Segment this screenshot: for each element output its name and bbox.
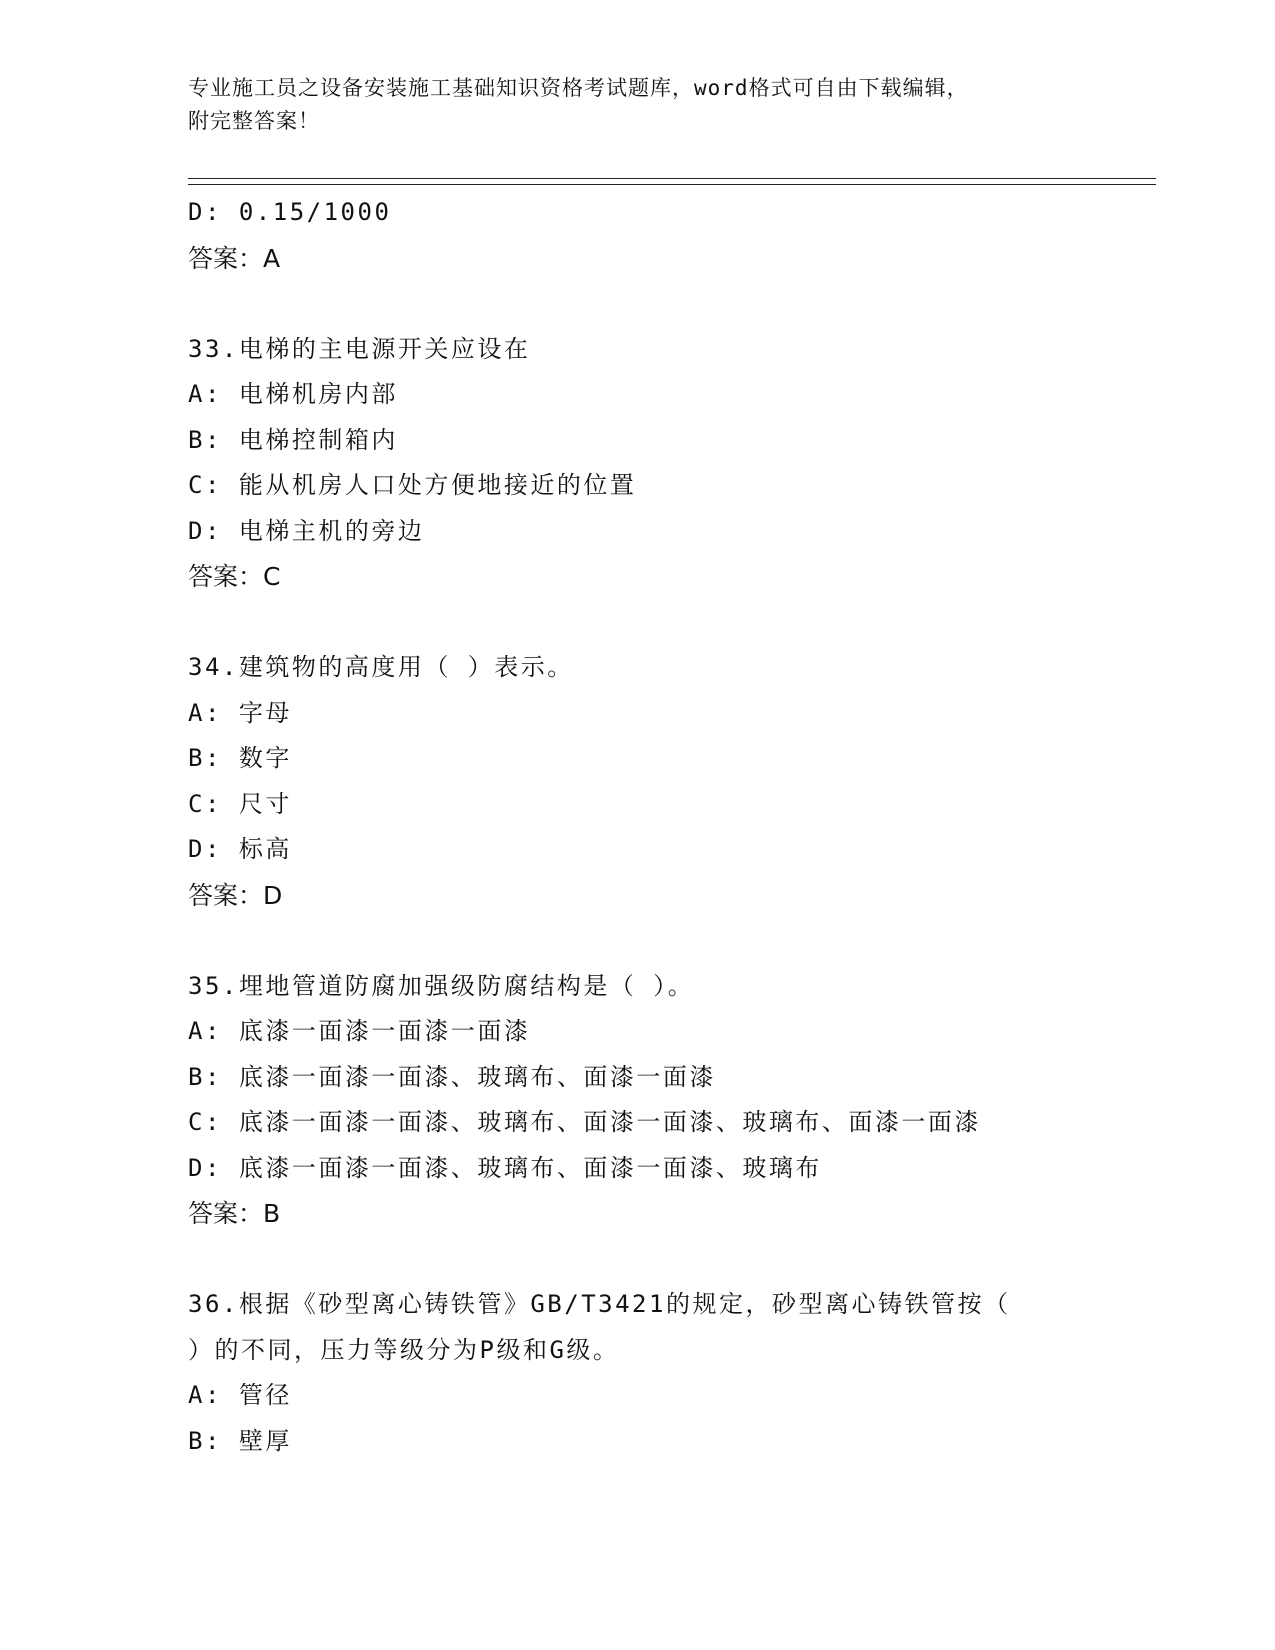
- option-a: A: 电梯机房内部: [188, 380, 398, 408]
- option-c: C: 尺寸: [188, 789, 292, 818]
- question-34: [188, 645, 1188, 918]
- question-list: [188, 190, 1188, 1464]
- header-divider-top: [188, 178, 1156, 179]
- header-divider-bottom: [188, 184, 1156, 185]
- option-b: B: 电梯控制箱内: [188, 425, 398, 454]
- answer-line: 答案：D: [188, 880, 283, 910]
- option-b: B: 数字: [188, 744, 292, 772]
- option-a: A: 字母: [188, 698, 292, 727]
- question-36: [188, 1282, 1188, 1464]
- answer-line: 答案：A: [188, 243, 281, 273]
- option-a: A: 管径: [188, 1381, 292, 1409]
- header-line-1: 专业施工员之设备安装施工基础知识资格考试题库，word格式可自由下载编辑，: [188, 76, 969, 100]
- option-b: B: 底漆一面漆一面漆、玻璃布、面漆一面漆: [188, 1062, 716, 1091]
- question-stem-line-2: ）的不同，压力等级分为P级和G级。: [188, 1335, 620, 1364]
- answer-line: 答案：C: [188, 562, 281, 591]
- question-stem: 33.电梯的主电源开关应设在: [188, 334, 531, 363]
- question-stem: 34.建筑物的高度用（ ）表示。: [188, 653, 574, 681]
- document-header: [188, 72, 1088, 138]
- option-d: D: 标高: [188, 835, 292, 863]
- header-line-2: 附完整答案！: [188, 109, 320, 133]
- option-d: D: 0.15/1000: [188, 198, 392, 226]
- question-33: [188, 327, 1188, 600]
- option-d: D: 底漆一面漆一面漆、玻璃布、面漆一面漆、玻璃布: [188, 1153, 822, 1182]
- answer-line: 答案：B: [188, 1199, 281, 1228]
- option-c: C: 底漆一面漆一面漆、玻璃布、面漆一面漆、玻璃布、面漆一面漆: [188, 1108, 981, 1136]
- option-a: A: 底漆一面漆一面漆一面漆: [188, 1017, 531, 1045]
- option-d: D: 电梯主机的旁边: [188, 516, 425, 545]
- option-b: B: 壁厚: [188, 1426, 292, 1455]
- question-35: [188, 964, 1188, 1237]
- option-c: C: 能从机房人口处方便地接近的位置: [188, 471, 637, 499]
- question-stem-line-1: 36.根据《砂型离心铸铁管》GB/T3421的规定，砂型离心铸铁管按（: [188, 1290, 1011, 1318]
- question-stem: 35.埋地管道防腐加强级防腐结构是（ ）。: [188, 971, 695, 1000]
